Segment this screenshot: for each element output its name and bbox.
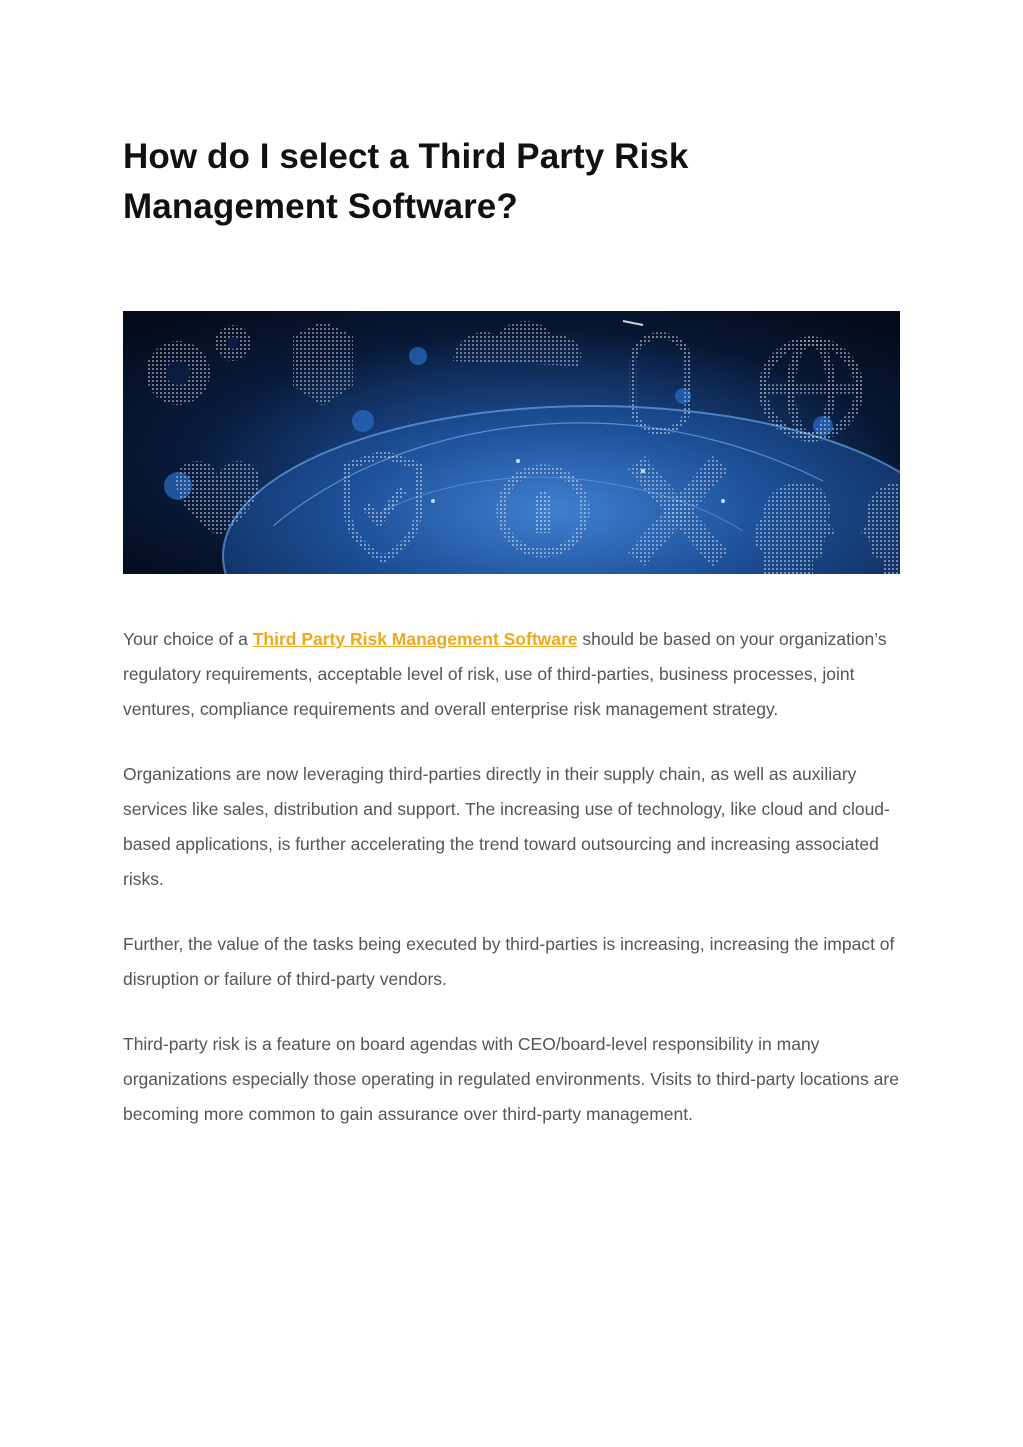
article-title: How do I select a Third Party Risk Management Software? bbox=[123, 137, 689, 226]
paragraph-1-intro: Your choice of a bbox=[123, 629, 253, 649]
hero-image bbox=[123, 311, 900, 574]
paragraph-4: Third-party risk is a feature on board agendas with CEO/board-level responsibility in many organizations especially those operating in regulated environments. Visits to third-party locations are becoming more common to gain assurance over third-party management. bbox=[123, 1034, 899, 1124]
paragraph-2: Organizations are now leveraging third-parties directly in their supply chain, as well as auxiliary services like sales, distribution and support. The increasing use of technology, like cloud and cloud-based applications, is further accelerating the trend toward outsourcing and increasing associated risks. bbox=[123, 764, 890, 889]
paragraph-3: Further, the value of the tasks being executed by third-parties is increasing, increasing the impact of disruption or failure of third-party vendors. bbox=[123, 934, 895, 989]
paragraph-1 bbox=[123, 622, 903, 727]
article-body bbox=[123, 622, 903, 1162]
paragraph-1-rest: should be based on your organization’s regulatory requirements, acceptable level of risk, use of third-parties, business processes, joint ventures, compliance requirements and overall enterprise risk management strategy. bbox=[123, 629, 887, 719]
tprm-software-link[interactable]: Third Party Risk Management Software bbox=[252, 629, 578, 649]
